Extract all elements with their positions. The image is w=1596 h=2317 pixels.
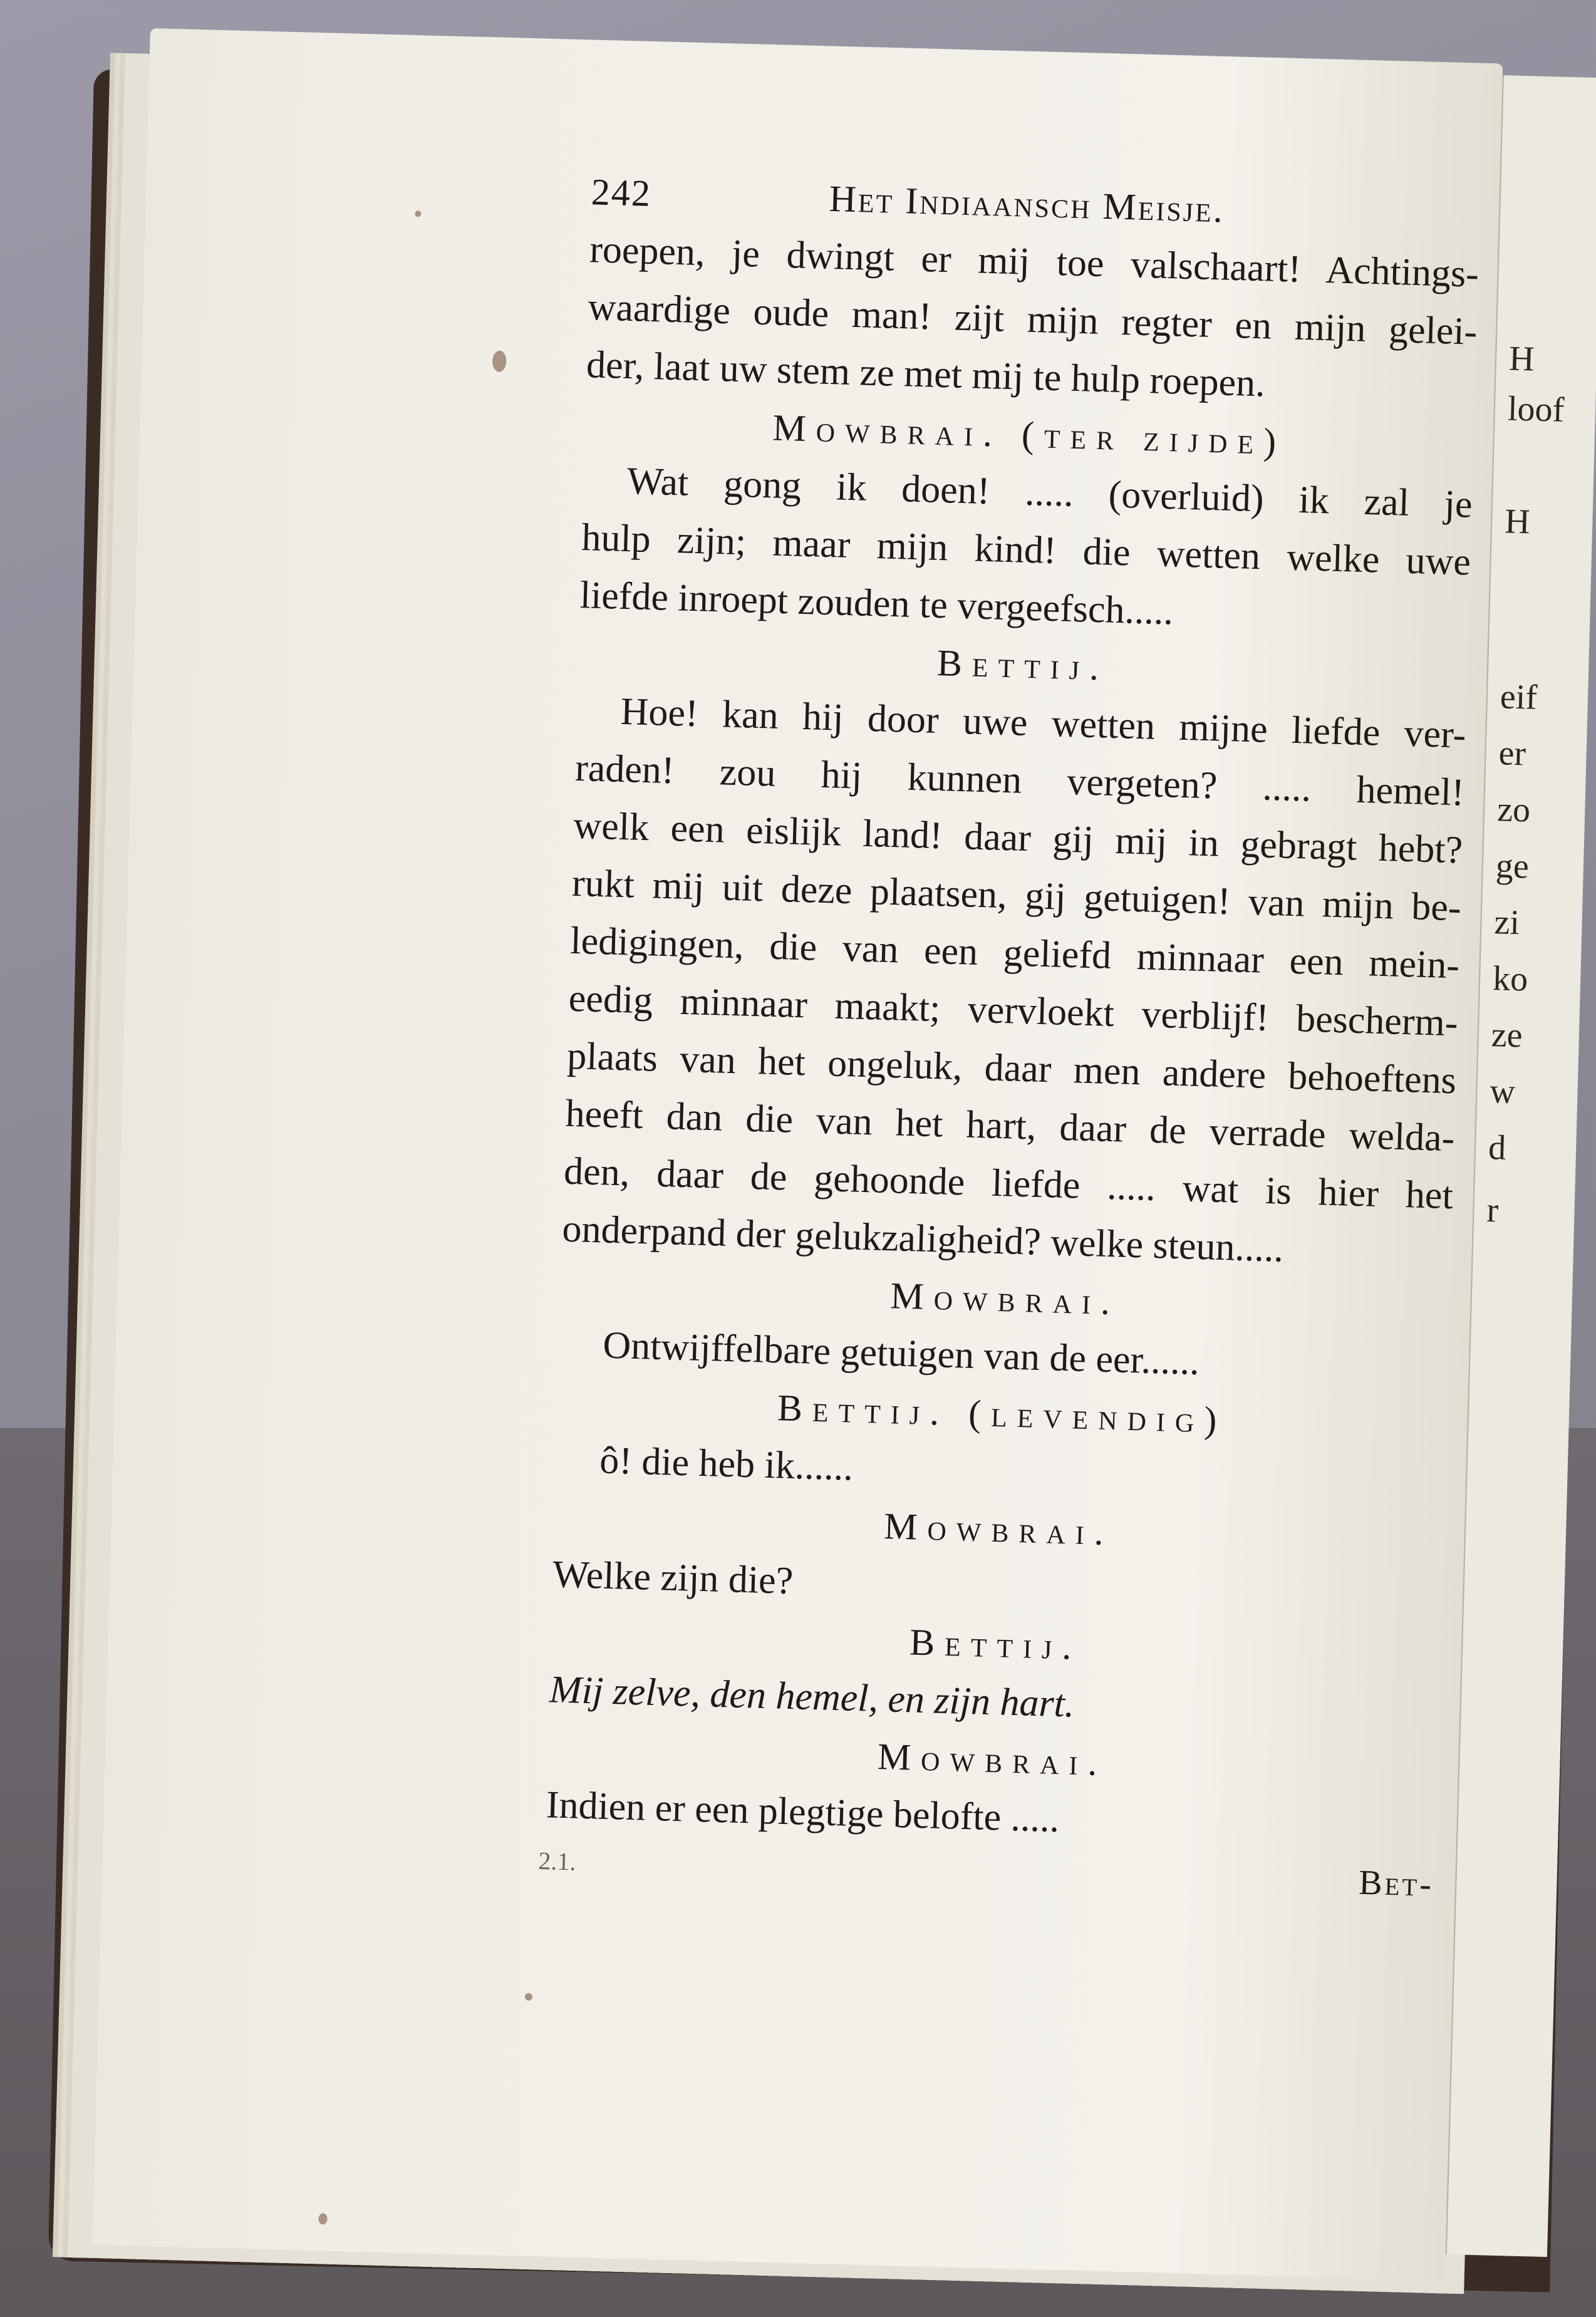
facing-fragment: loof [1507, 389, 1565, 430]
text-line: Welke zijn die? [552, 1553, 794, 1603]
foxing-spot [525, 1993, 532, 2001]
facing-fragment: w [1489, 1072, 1516, 1112]
text-line: roepen, je dwingt er mij toe valschaart! Achtings- [589, 228, 1479, 296]
text-line: rukt mij uit deze plaatsen, gij getuigen! van mijn be- [571, 861, 1462, 930]
text-line: Indien er een plegtige belofte ..... [546, 1783, 1060, 1841]
foxing-spot [415, 210, 421, 217]
text-line: ledigingen, die van een geliefd minnaar een mein- [569, 919, 1460, 987]
speaker-heading: Mowbrai. [877, 1735, 1108, 1784]
facing-fragment: er [1498, 733, 1526, 774]
text-line: ô! die heb ik...... [599, 1439, 854, 1489]
facing-fragment: d [1488, 1128, 1506, 1168]
text-line: den, daar de gehoonde liefde ..... wat is hier het [563, 1149, 1454, 1218]
facing-fragment: zi [1493, 903, 1520, 943]
facing-fragment: ze [1491, 1015, 1523, 1055]
facing-fragment: r [1486, 1191, 1500, 1230]
text-line: liefde inroept zouden te vergeefsch..... [579, 574, 1174, 633]
text-line: Mij zelve, den hemel, en zijn hart. [549, 1668, 1075, 1726]
body-text [383, 216, 1479, 1858]
text-line: onderpand der gelukzaligheid? welke steun..... [561, 1207, 1284, 1270]
speaker-heading: Mowbrai. [889, 1275, 1121, 1323]
text-line: Ontwijffelbare getuigen van de eer...... [602, 1324, 1200, 1384]
foxing-spot [318, 2213, 327, 2224]
text-line: welk een eislijk land! daar gij mij in gebragt hebt? [573, 804, 1464, 872]
text-line: Wat gong ik doen! ..... (overluid) ik zal je [626, 460, 1473, 526]
text-line: heeft dan die van het hart, daar de verrade welda- [564, 1092, 1456, 1160]
text-line: plaats van het ongeluk, daar men andere behoeftens [566, 1034, 1457, 1102]
speaker-heading: Bettij. [909, 1621, 1082, 1667]
facing-fragment: H [1504, 502, 1531, 542]
signature-mark: 2.1. [537, 1846, 577, 1876]
speaker-heading: Mowbrai. [883, 1505, 1114, 1553]
speaker-heading: Bettij. (levendig) [777, 1387, 1228, 1441]
text-line: eedig minnaar maakt; vervloekt verblijf! bescherm- [568, 977, 1459, 1045]
facing-fragment: eif [1500, 677, 1538, 717]
facing-fragment: ge [1495, 846, 1530, 886]
text-line: raden! zou hij kunnen vergeten? ..... hemel! [574, 746, 1465, 814]
running-title: Het Indiaansch Meisje. [828, 177, 1225, 231]
text-line: hulp zijn; maar mijn kind! die wetten welke uwe [581, 516, 1471, 584]
page-number: 242 [591, 171, 652, 214]
catchword: Bet- [1358, 1863, 1434, 1904]
speaker-heading: Bettij. [936, 641, 1110, 688]
facing-fragment: ko [1492, 959, 1529, 999]
speaker-heading: Mowbrai. (ter zijde) [772, 407, 1287, 463]
text-line: der, laat uw stem ze met mij te hulp roepen. [586, 343, 1266, 405]
facing-fragment: H [1508, 339, 1535, 379]
text-line: waardige oude man! zijt mijn regter en mijn gelei- [587, 286, 1478, 353]
facing-fragment: zo [1496, 790, 1531, 830]
page-text [381, 166, 1481, 1927]
text-line: Hoe! kan hij door uwe wetten mijne liefde ver- [619, 690, 1467, 757]
